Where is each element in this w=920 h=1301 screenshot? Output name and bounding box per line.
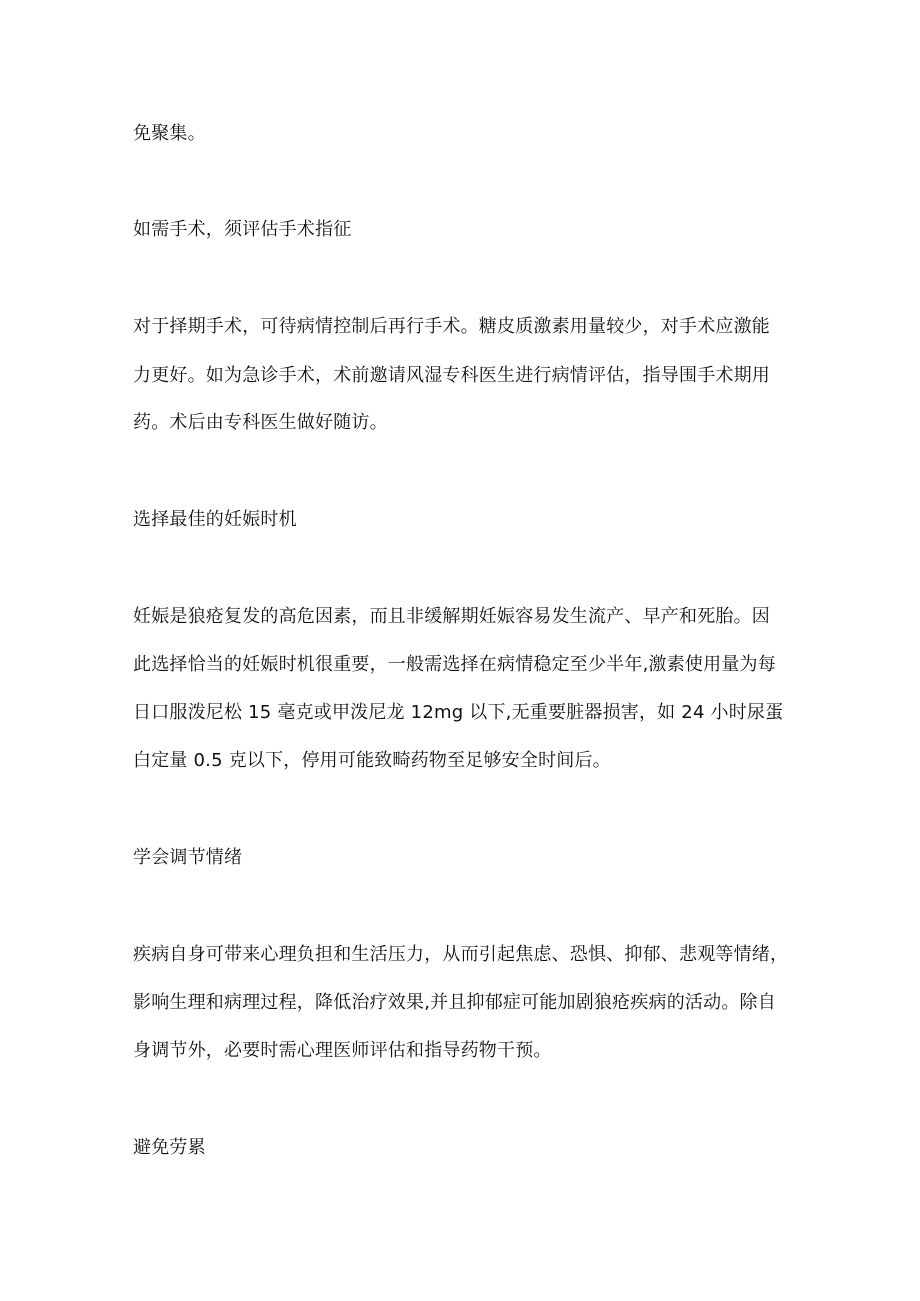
section-heading-surgery: 如需手术，须评估手术指征 [133,219,352,240]
paragraph-line: 身调节外，必要时需心理医师评估和指导药物干预。 [133,1040,552,1061]
paragraph-line: 妊娠是狼疮复发的高危因素，而且非缓解期妊娠容易发生流产、早产和死胎。因 [133,606,770,627]
paragraph-line: 力更好。如为急诊手术，术前邀请风湿专科医生进行病情评估，指导围手术期用 [133,365,770,386]
paragraph-line: 日口服泼尼松 15 毫克或甲泼尼龙 12mg 以下,无重要脏器损害，如 24 小时尿蛋 [133,702,784,723]
paragraph-line: 药。术后由专科医生做好随访。 [133,412,388,433]
paragraph-line: 对于择期手术，可待病情控制后再行手术。糖皮质激素用量较少，对手术应激能 [133,316,770,337]
section-heading-emotion: 学会调节情绪 [133,847,243,868]
paragraph-line: 疾病自身可带来心理负担和生活压力，从而引起焦虑、恐惧、抑郁、悲观等情绪， [133,944,789,965]
paragraph-line: 免聚集。 [133,123,206,144]
paragraph-line: 白定量 0.5 克以下，停用可能致畸药物至足够安全时间后。 [133,750,611,771]
paragraph-line: 影响生理和病理过程，降低治疗效果,并且抑郁症可能加剧狼疮疾病的活动。除自 [133,992,776,1013]
paragraph-line: 此选择恰当的妊娠时机很重要，一般需选择在病情稳定至少半年,激素使用量为每 [133,654,776,675]
section-heading-fatigue: 避免劳累 [133,1137,206,1158]
section-heading-pregnancy: 选择最佳的妊娠时机 [133,509,297,530]
